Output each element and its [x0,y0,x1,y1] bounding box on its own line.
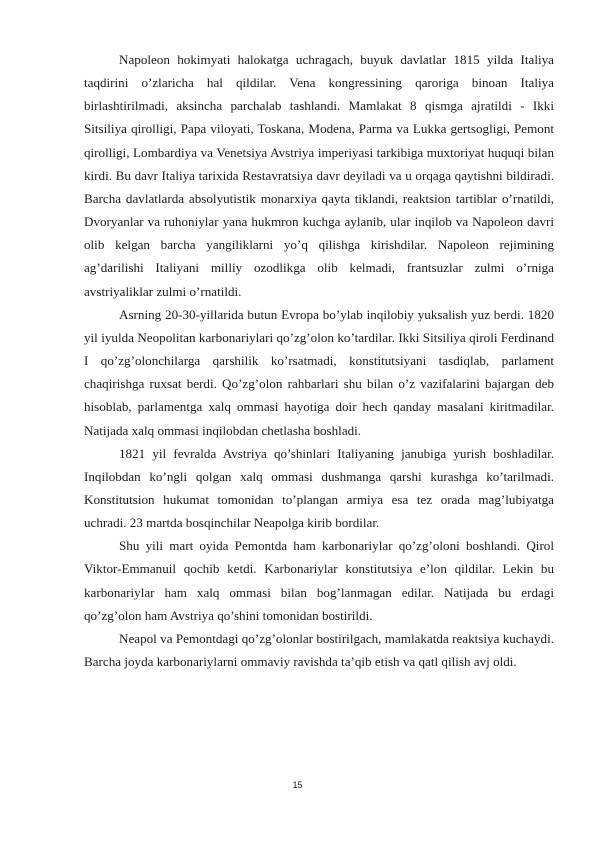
paragraph-1: Napoleon hokimyati halokatga uchragach, buyuk davlatlar 1815 yilda Italiya taqdirini o’zlaricha hal qildilar. Vena kongressining qaroriga binoan Italiya birlashtirilmadi, aksincha parchalab tashlandi. Mamlakat 8 qismga ajratildi - Ikki Sitsiliya qirolligi, Papa viloyati, Toskana, Modena, Parma va Lukka gertsogligi, Pemont qirolligi, Lombardiya va Venetsiya Avstriya imperiyasi tarkibiga muxtoriyat huquqi bilan kirdi. Bu davr Italiya tarixida Restavratsiya davr deyiladi va u orqaga qaytishni bildiradi. Barcha davlatlarda absolyutistik monarxiya qayta tiklandi, reaktsion tartiblar o’rnatildi, Dvoryanlar va ruhoniylar yana hukmron kuchga aylanib, ular inqilob va Napoleon davri olib kelgan barcha yangiliklarni yo’q qilishga kirishdilar. Napoleon rejimining ag’darilishi Italiyani milliy ozodlikga olib kelmadi, frantsuzlar zulmi o’rniga avstriyaliklar zulmi o’rnatildi. [84,52,554,299]
paragraph-3: 1821 yil fevralda Avstriya qo’shinlari Italiyaning janubiga yurish boshladilar. Inqilobdan ko’ngli qolgan xalq ommasi dushmanga qarshi kurashga ko’tarilmadi. Konstitutsion hukumat tomonidan to’plangan armiya esa tez orada mag’lubiyatga uchradi. 23 martda bosqinchilar Neapolga kirib bordilar. [84,445,554,531]
body-text [84,48,554,673]
paragraph-5: Neapol va Pemontdagi qo’zg’olonlar bostirilgach, mamlakatda reaktsiya kuchaydi. Barcha joyda karbonariylarni ommaviy ravishda ta’qib etish va qatl qilish avj oldi. [84,630,554,670]
page-number: 15 [292,780,303,790]
paragraph-2: Asrning 20-30-yillarida butun Evropa bo’ylab inqilobiy yuksalish yuz berdi. 1820 yil iyulda Neopolitan karbonariylari qo’zg’olon ko’tardilar. Ikki Sitsiliya qiroli Ferdinand I qo’zg’olonchilarga qarshilik ko’rsatmadi, konstitutsiyani tasdiqlab, parlament chaqirishga ruxsat berdi. Qo’zg’olon rahbarlari shu bilan o’z vazifalarini bajargan deb hisoblab, parlamentga xalq ommasi hayotiga doir hech qanday masalani kiritmadilar. Natijada xalq ommasi inqilobdan chetlasha boshladi. [84,306,554,438]
paragraph-4: Shu yili mart oyida Pemontda ham karbonariylar qo’zg’oloni boshlandi. Qirol Viktor-Emmanuil qochib ketdi. Karbonariylar konstitutsiya e’lon qildilar. Lekin bu karbonariylar ham xalq ommasi bilan bog’lanmagan edilar. Natijada bu erdagi qo’zg’olon ham Avstriya qo’shini tomonidan bostirildi. [84,538,554,623]
